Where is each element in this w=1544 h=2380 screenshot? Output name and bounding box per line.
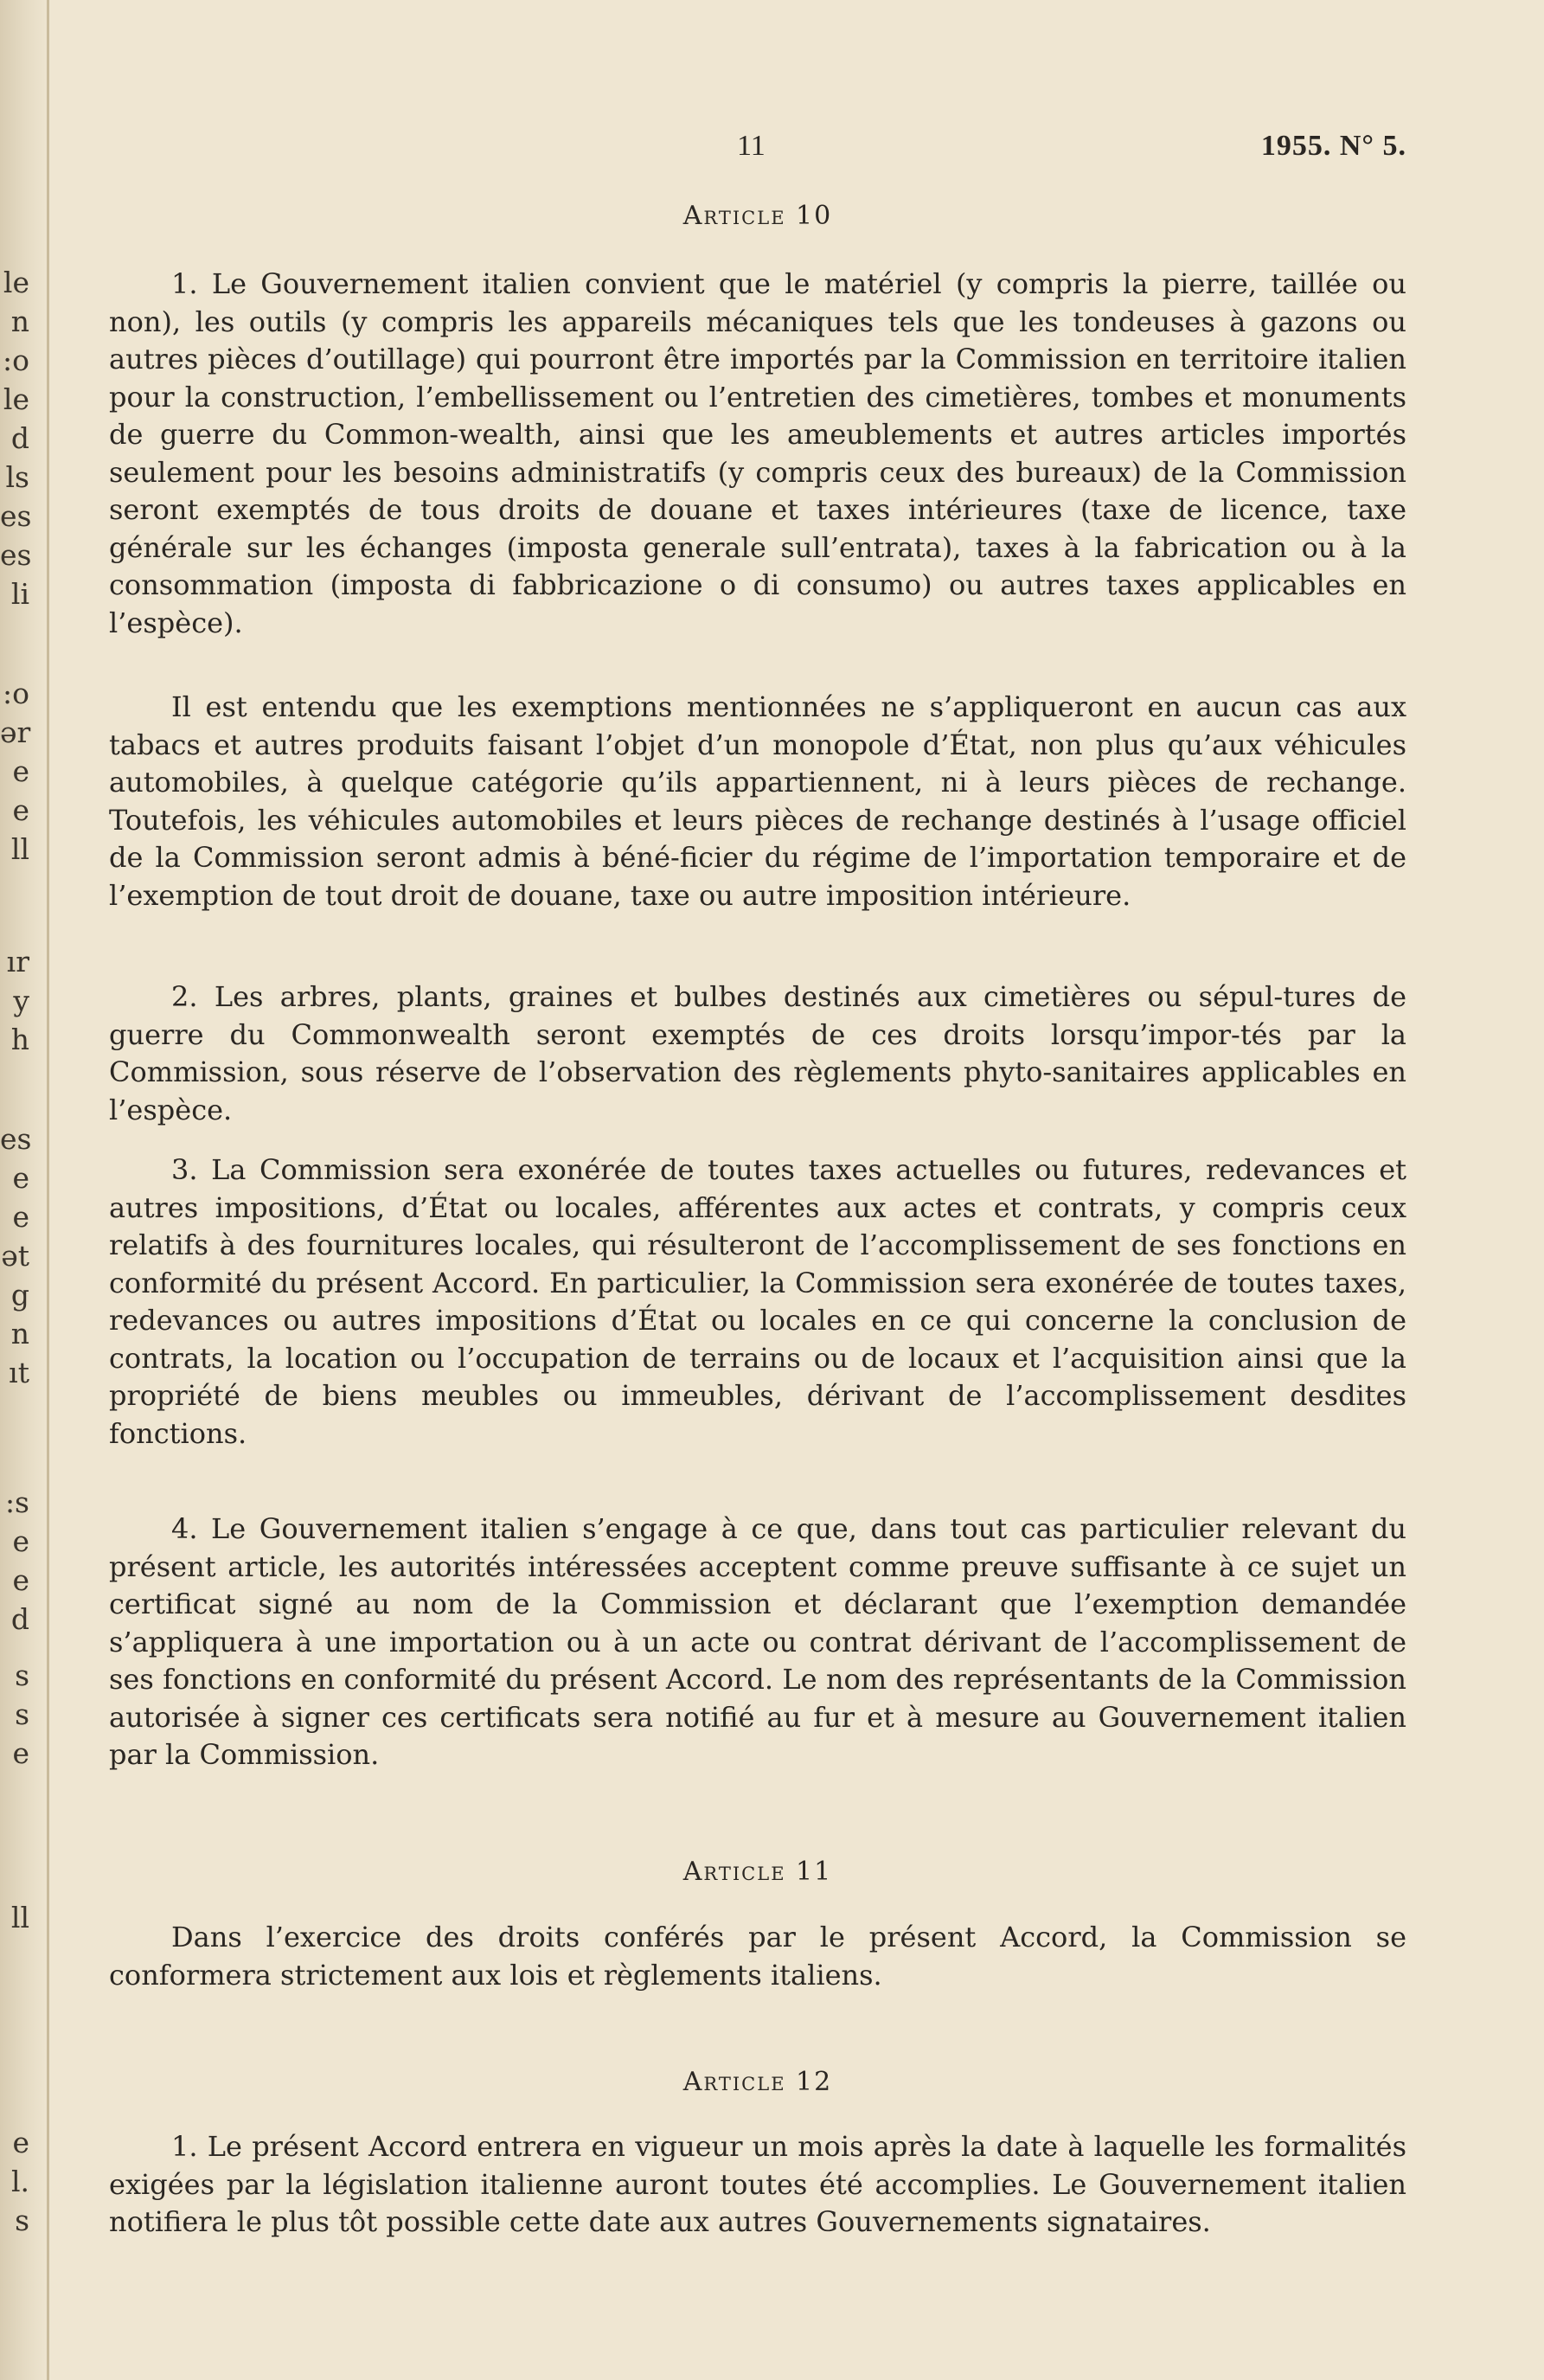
margin-fragment: h xyxy=(10,1023,29,1056)
article-10-paragraph-1: 1. Le Gouvernement italien convient que le matériel (y compris la pierre, taillée ou non), les outils (y compris les appareils mécaniques tels que les tondeuses à gazons ou autres pièces d’outillage) qui pourront être importés par la Commission en territoire italien pour la construction, l’embellissement ou l’entretien des cimetières, tombes et monuments de guerre du Common-wealth, ainsi que les ameublements et autres articles importés seulement pour les besoins administratifs (y compris ceux des bureaux) de la Commission seront exemptés de tous droits de douane et taxes intérieures (taxe de licence, taxe générale sur les échanges (imposta generale sull’entrata), taxes à la fabrication ou à la consommation (imposta di fabbricazione o di consumo) ou autres taxes applicables en l’espèce). xyxy=(109,267,1406,639)
margin-fragment: ər xyxy=(0,715,31,749)
margin-fragment: li xyxy=(10,577,29,611)
margin-fragment: s xyxy=(15,1658,29,1692)
margin-fragment: ls xyxy=(5,460,29,494)
margin-fragment: :o xyxy=(3,343,29,377)
margin-fragment: :o xyxy=(3,677,29,710)
gutter-edge xyxy=(47,0,49,2380)
margin-fragment: g xyxy=(10,1278,29,1312)
margin-fragment: d xyxy=(10,1602,29,1636)
margin-fragment: n xyxy=(10,305,29,338)
margin-fragment: l. xyxy=(10,2165,29,2198)
margin-fragment: ll xyxy=(10,1901,29,1934)
article-12-heading: Article 12 xyxy=(682,2067,833,2097)
margin-fragment: es xyxy=(0,538,32,572)
article-10-paragraph-4: 3. La Commission sera exonérée de toutes taxes actuelles ou futures, redevances et autres impositions, d’État ou locales, afférentes aux actes et contrats, y compris ceux relatifs à des fournitures locales, qui résulteront de l’accomplissement de ses fonctions en conformité du présent Accord. En particulier, la Commission sera exonérée de toutes taxes, redevances ou autres impositions d’État ou locales en ce qui concerne la conclusion de contrats, la location ou l’occupation de terrains ou de locaux et l’acquisition ainsi que la propriété de biens meubles ou immeubles, dérivant de l’accomplissement desdites fonctions. xyxy=(109,1153,1406,1450)
article-11-paragraph-1: Dans l’exercice des droits conférés par le présent Accord, la Commission se conformera strictement aux lois et règlements italiens. xyxy=(109,1921,1406,1992)
margin-fragment: y xyxy=(13,984,29,1017)
margin-fragment: e xyxy=(12,2126,29,2159)
margin-fragment: e xyxy=(12,754,29,788)
article-11-heading: Article 11 xyxy=(682,1857,833,1887)
margin-fragment: e xyxy=(12,1524,29,1558)
article-12-paragraph-1: 1. Le présent Accord entrera en vigueur un mois après la date à laquelle les formalités exigées par la législation italienne auront toutes été accomplies. Le Gouvernement italien notifiera le plus tôt possible cette date aux autres Gouvernements signataires. xyxy=(109,2130,1406,2238)
article-10-paragraph-2: Il est entendu que les exemptions mentionnées ne s’appliqueront en aucun cas aux tabacs et autres produits faisant l’objet d’un monopole d’État, non plus qu’aux véhicules automobiles, à quelque catégorie qu’ils appartiennent, ni à leurs pièces de rechange. Toutefois, les véhicules automobiles et leurs pièces de rechange destinés à l’usage officiel de la Commission seront admis à béné-ficier du régime de l’importation temporaire et de l’exemption de tout droit de douane, taxe ou autre imposition intérieure. xyxy=(109,690,1406,912)
article-10-heading: Article 10 xyxy=(682,201,833,231)
margin-fragment: ır xyxy=(6,945,29,978)
article-10-paragraph-5: 4. Le Gouvernement italien s’engage à ce que, dans tout cas particulier relevant du présent article, les autorités intéressées acceptent comme preuve suffisante à ce sujet un certificat signé au nom de la Commission et déclarant que l’exemption demandée s’appliquera à une importation ou à un acte ou contrat dérivant de l’accomplissement de ses fonctions en conformité du présent Accord. Le nom des représentants de la Commission autorisée à signer ces certificats sera notifié au fur et à mesure au Gouvernement italien par la Commission. xyxy=(109,1512,1406,1771)
issue-number: 1955. N° 5. xyxy=(1260,130,1406,162)
margin-fragment: s xyxy=(15,1697,29,1731)
margin-fragment: ll xyxy=(10,832,29,866)
margin-fragment: e xyxy=(12,1563,29,1597)
page-number: 11 xyxy=(737,130,766,162)
margin-fragment: e xyxy=(12,1200,29,1234)
margin-fragment: ət xyxy=(1,1239,29,1273)
margin-fragment: ıt xyxy=(9,1356,29,1389)
margin-fragment: le xyxy=(3,382,29,416)
margin-fragment: es xyxy=(0,499,32,533)
margin-fragment: :s xyxy=(4,1485,29,1519)
margin-fragment: s xyxy=(15,2204,29,2237)
margin-fragment: e xyxy=(12,793,29,827)
margin-fragment: e xyxy=(12,1736,29,1770)
article-10-paragraph-3: 2. Les arbres, plants, graines et bulbes destinés aux cimetières ou sépul-tures de guerre du Commonwealth seront exemptés de ces droits lorsqu’impor-tés par la Commission, sous réserve de l’observation des règlements phyto-sanitaires applicables en l’espèce. xyxy=(109,980,1406,1126)
margin-fragment: es xyxy=(0,1122,32,1156)
margin-fragment: e xyxy=(12,1161,29,1195)
margin-fragment: n xyxy=(10,1317,29,1350)
margin-fragment: d xyxy=(10,421,29,455)
running-header xyxy=(109,130,1406,168)
margin-fragment: le xyxy=(3,266,29,299)
